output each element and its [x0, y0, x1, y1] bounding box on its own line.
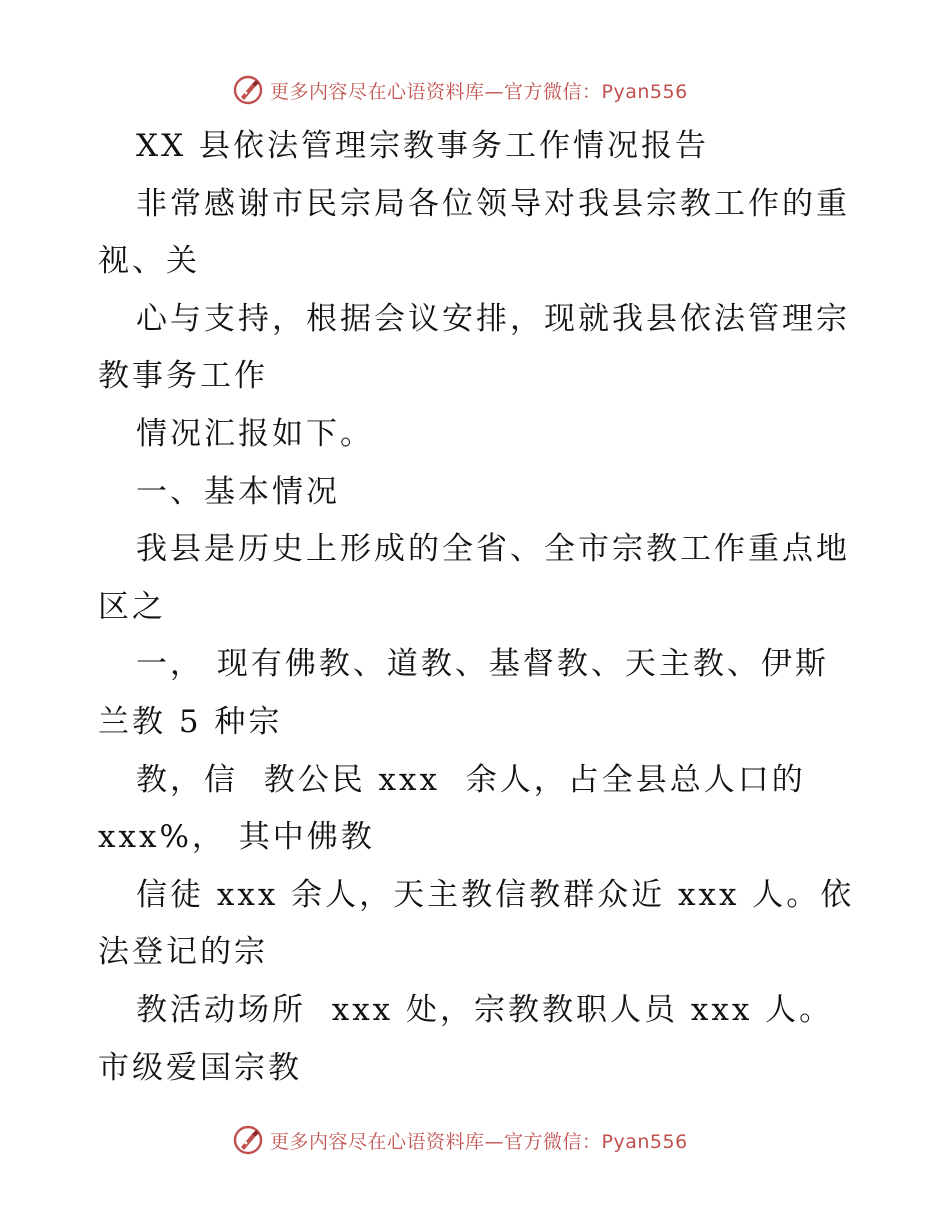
header-banner-text: 更多内容尽在心语资料库—官方微信：Pyan556	[270, 80, 688, 103]
document-line: 区之	[98, 588, 166, 625]
document-line: 教活动场所 xxx 处，宗教教职人员 xxx 人。	[136, 991, 834, 1028]
document-line: 我县是历史上形成的全省、全市宗教工作重点地	[136, 531, 850, 568]
footer-banner-text: 更多内容尽在心语资料库—官方微信：Pyan556	[270, 1130, 688, 1153]
document-line: 情况汇报如下。	[136, 415, 374, 452]
document-line: xxx%， 其中佛教	[98, 819, 375, 856]
document-line: 信徒 xxx 余人，天主教信教群众近 xxx 人。依	[136, 876, 855, 913]
fountain-pen-logo-icon	[232, 74, 264, 106]
fountain-pen-logo-icon	[232, 1124, 264, 1156]
document-line: 一， 现有佛教、道教、基督教、天主教、伊斯	[136, 646, 829, 683]
document-line: 兰教 5 种宗	[98, 703, 283, 740]
document-line: 视、关	[98, 243, 200, 280]
document-line: 心与支持，根据会议安排，现就我县依法管理宗	[136, 300, 850, 337]
document-line: 非常感谢市民宗局各位领导对我县宗教工作的重	[136, 185, 850, 222]
document-line: 教事务工作	[98, 358, 268, 395]
document-line: XX 县依法管理宗教事务工作情况报告	[136, 128, 709, 164]
header-banner	[232, 72, 688, 108]
document-line: 市级爱国宗教	[98, 1049, 302, 1086]
footer-banner	[232, 1122, 688, 1158]
document-line: 法登记的宗	[98, 934, 268, 971]
document-body	[98, 118, 858, 1097]
document-line: 一、基本情况	[136, 473, 340, 510]
document-line: 教，信 教公民 xxx 余人，占全县总人口的	[136, 761, 806, 798]
